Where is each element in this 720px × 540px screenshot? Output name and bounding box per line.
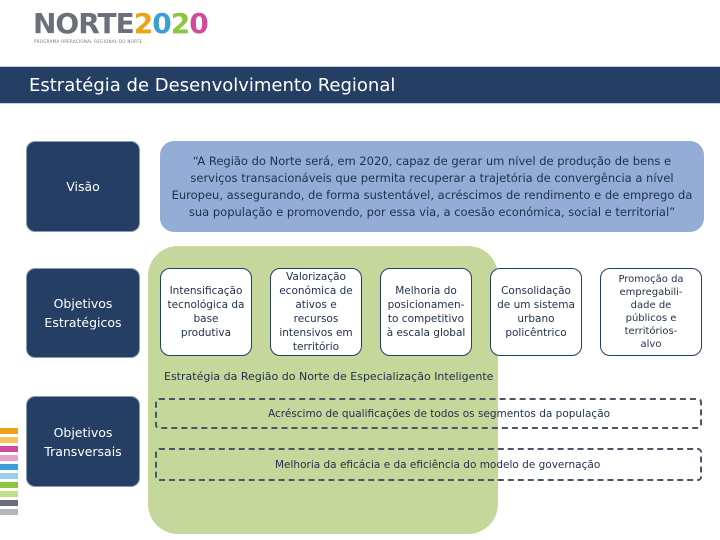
objective-line: policêntrico [505, 327, 567, 339]
transversal-text: Acréscimo de qualificações de todos os segmentos da população [268, 408, 611, 420]
objective-line: recursos [293, 313, 339, 325]
objective-box [600, 268, 702, 356]
objective-line: Melhoria do [395, 285, 457, 297]
objective-box [160, 268, 252, 356]
objective-line: to competitivo [387, 313, 465, 325]
visao-statement-text: “A Região do Norte será, em 2020, capaz de gerar um nível de produção de bens e serviços transacionáveis que permita recuperar a trajetória de convergência a nível Europeu, assegurando, de forma sustentável, acréscimos de rendimento e de emprego da sua população e promovendo, por essa via, a coesão económica, social e territorial” [171, 153, 693, 219]
logo-year-digit: 2 [170, 7, 190, 40]
label-objetivos-transversais [26, 396, 140, 487]
objective-line: à escala global [386, 327, 466, 339]
label-line: Transversais [44, 443, 122, 459]
logo-subtitle: PROGRAMA OPERACIONAL REGIONAL DO NORTE [34, 39, 143, 44]
objective-line: base [193, 313, 219, 325]
objective-line: posicionamen- [387, 299, 465, 311]
decor-bar [0, 509, 18, 515]
decor-bar [0, 482, 18, 488]
decor-bar [0, 428, 18, 434]
label-line: Estratégicos [44, 315, 122, 330]
label-visao [26, 141, 140, 232]
objective-line: produtiva [180, 327, 232, 339]
decor-bar [0, 464, 18, 470]
logo-year-digit: 0 [189, 7, 208, 40]
objective-line: de um sistema [497, 299, 575, 311]
objective-line: Intensificação [169, 285, 243, 297]
page-title: Estratégia de Desenvolvimento Regional [29, 75, 396, 96]
decor-bar [0, 446, 18, 452]
label-objetivos-estrategicos [26, 268, 140, 358]
label-line: Objetivos [53, 424, 113, 440]
objective-line: ativos e [295, 299, 337, 311]
objective-line: territórios- [624, 326, 678, 337]
objective-line: tecnológica da [167, 299, 245, 311]
objective-line: alvo [640, 339, 662, 350]
objective-line: Valorização [286, 271, 346, 283]
objective-line: públicos e [625, 313, 677, 324]
logo [33, 8, 208, 40]
label-visao-text: Visão [66, 179, 100, 194]
objective-line: urbano [517, 313, 555, 325]
objective-line: intensivos em [279, 327, 353, 339]
decor-bar [0, 491, 18, 497]
objective-line: Consolidação [501, 285, 571, 297]
logo-year-digit: 0 [152, 7, 171, 40]
visao-statement [160, 141, 704, 232]
objective-line: dade de [630, 300, 672, 311]
objective-box [380, 268, 472, 356]
decor-bar [0, 437, 18, 443]
logo-word-norte: NORTE [33, 7, 134, 40]
objective-line: território [292, 341, 340, 353]
decor-bar [0, 473, 18, 479]
logo-year-digit: 2 [133, 7, 153, 40]
objective-line: Promoção da [618, 274, 684, 285]
label-line: Objetivos [53, 296, 113, 311]
ris3-label: Estratégia da Região do Norte de Especialização Inteligente [164, 370, 494, 383]
decor-bar [0, 500, 18, 506]
transversal-text: Melhoria da eficácia e da eficiência do modelo de governação [275, 459, 601, 471]
objective-line: empregabili- [619, 287, 683, 298]
objective-box [490, 268, 582, 356]
objective-box [270, 268, 362, 356]
decor-bar [0, 455, 18, 461]
objective-line: económica de [279, 285, 353, 297]
